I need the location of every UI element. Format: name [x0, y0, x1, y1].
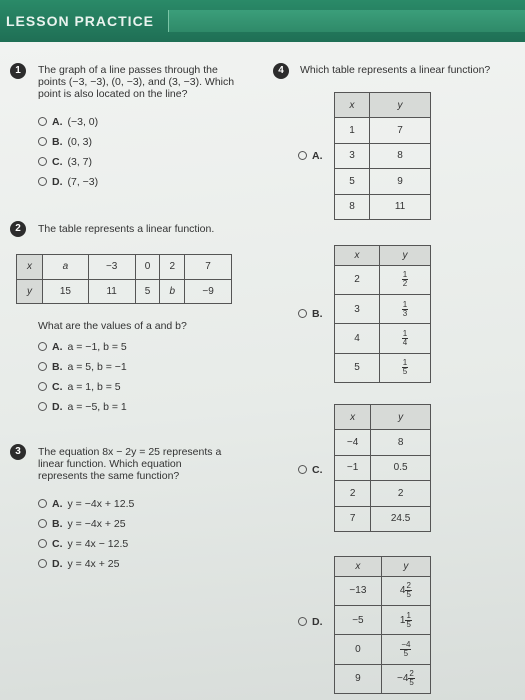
radio-icon[interactable]	[38, 382, 47, 391]
table-cell	[379, 353, 430, 382]
worksheet-page	[0, 42, 525, 700]
table-cell: 24.5	[371, 506, 431, 531]
table-cell: 2	[335, 481, 371, 506]
fraction: $\frac{1}{5}$	[402, 358, 408, 377]
table-cell	[381, 664, 430, 693]
q4-option-a[interactable]: A.	[298, 150, 323, 162]
table-cell: 2	[371, 481, 431, 506]
radio-icon[interactable]	[38, 157, 47, 166]
q3-option-a[interactable]: A. y = −4x + 12.5	[38, 498, 134, 510]
table-cell: 3	[335, 143, 370, 168]
q1-option-c[interactable]: C. (3, 7)	[38, 156, 92, 168]
table-cell: 7	[335, 506, 371, 531]
q2-option-b[interactable]: B. a = 5, b = −1	[38, 361, 127, 373]
table-cell: 1	[335, 118, 370, 143]
header-bar	[168, 10, 525, 32]
radio-icon[interactable]	[298, 309, 307, 318]
table-cell: 0	[135, 255, 160, 280]
table-header: y	[381, 557, 430, 577]
radio-icon[interactable]	[38, 539, 47, 548]
q1-option-a[interactable]: A. (−3, 0)	[38, 116, 98, 128]
table-cell	[379, 294, 430, 323]
q2-table-row-y	[17, 279, 232, 304]
radio-icon[interactable]	[38, 342, 47, 351]
table-header: x	[335, 246, 380, 266]
q4-option-d[interactable]: D.	[298, 616, 323, 628]
table-cell: 3	[335, 294, 380, 323]
radio-icon[interactable]	[298, 151, 307, 160]
q4-table-d	[334, 556, 431, 694]
q2-option-d[interactable]: D. a = −5, b = 1	[38, 401, 127, 413]
q2-option-c[interactable]: C. a = 1, b = 5	[38, 381, 121, 393]
question-3-number: 3	[10, 444, 26, 460]
table-cell: 8	[371, 430, 431, 455]
table-cell: −1	[335, 455, 371, 480]
table-cell: b	[160, 279, 185, 304]
table-header: y	[17, 279, 43, 304]
table-cell: 5	[335, 169, 370, 194]
table-cell: 2	[160, 255, 185, 280]
radio-icon[interactable]	[38, 177, 47, 186]
table-cell: −9	[185, 279, 232, 304]
question-4-number: 4	[273, 63, 289, 79]
table-cell: 15	[43, 279, 89, 304]
table-header: x	[17, 255, 43, 280]
q4-table-b	[334, 245, 431, 383]
question-2-text: The table represents a linear function.	[38, 223, 215, 235]
fraction: $\frac{1}{2}$	[402, 270, 408, 289]
q4-option-c[interactable]: C.	[298, 464, 323, 476]
table-cell: −5	[335, 605, 382, 634]
table-cell: −13	[335, 576, 382, 605]
table-header: x	[335, 405, 371, 430]
table-header: y	[371, 405, 431, 430]
table-cell: 8	[335, 194, 370, 219]
radio-icon[interactable]	[38, 402, 47, 411]
question-3-text: The equation 8x − 2y = 25 represents a linear function. Which equation represents the same function?	[38, 446, 222, 482]
q3-option-d[interactable]: D. y = 4x + 25	[38, 558, 119, 570]
table-header: y	[379, 246, 430, 266]
question-2-prompt: What are the values of a and b?	[38, 320, 187, 332]
q3-option-b[interactable]: B. y = −4x + 25	[38, 518, 126, 530]
radio-icon[interactable]	[38, 117, 47, 126]
mixed-number: 4 $\frac{2}{5}$	[399, 581, 411, 600]
question-1-text: The graph of a line passes through the points (−3, −3), (0, −3), and (3, −3). Which point is also located on the line?	[38, 64, 235, 100]
table-cell: 8	[370, 143, 431, 168]
table-header: x	[335, 557, 382, 577]
table-cell: −3	[88, 255, 135, 280]
radio-icon[interactable]	[298, 465, 307, 474]
table-cell: 5	[335, 353, 380, 382]
table-cell	[381, 576, 430, 605]
fraction: $\frac{1}{4}$	[402, 328, 408, 347]
table-cell: 9	[335, 664, 382, 693]
table-cell: 2	[335, 265, 380, 294]
table-cell: 4	[335, 324, 380, 353]
table-cell: 11	[370, 194, 431, 219]
mixed-number: −4 $\frac{2}{5}$	[396, 669, 414, 688]
table-cell	[379, 265, 430, 294]
radio-icon[interactable]	[38, 362, 47, 371]
lesson-title: LESSON PRACTICE	[6, 13, 155, 29]
table-cell: 11	[88, 279, 135, 304]
q4-option-b[interactable]: B.	[298, 308, 323, 320]
table-cell: 7	[185, 255, 232, 280]
table-cell	[379, 324, 430, 353]
mixed-number: 1 $\frac{1}{5}$	[399, 610, 411, 629]
table-header: x	[335, 93, 370, 118]
q1-option-b[interactable]: B. (0, 3)	[38, 136, 92, 148]
table-cell	[381, 635, 430, 664]
table-cell: 0.5	[371, 455, 431, 480]
fraction: $\frac{1}{3}$	[402, 299, 408, 318]
table-cell: a	[43, 255, 89, 280]
q2-option-a[interactable]: A. a = −1, b = 5	[38, 341, 127, 353]
question-1-number: 1	[10, 63, 26, 79]
table-cell: 9	[370, 169, 431, 194]
q4-table-c	[334, 404, 431, 532]
q1-option-d[interactable]: D. (7, −3)	[38, 176, 98, 188]
radio-icon[interactable]	[298, 617, 307, 626]
table-cell: −4	[335, 430, 371, 455]
q2-table-row-x	[17, 255, 232, 280]
table-cell: 0	[335, 635, 382, 664]
radio-icon[interactable]	[38, 137, 47, 146]
q4-table-a	[334, 92, 431, 220]
q3-option-c[interactable]: C. y = 4x − 12.5	[38, 538, 128, 550]
q2-table	[16, 254, 232, 304]
table-cell: 5	[135, 279, 160, 304]
question-2-number: 2	[10, 221, 26, 237]
table-header: y	[370, 93, 431, 118]
lesson-header	[0, 0, 525, 42]
radio-icon[interactable]	[38, 559, 47, 568]
radio-icon[interactable]	[38, 519, 47, 528]
radio-icon[interactable]	[38, 499, 47, 508]
mixed-number: $\frac{-4}{5}$	[401, 639, 411, 658]
question-4-text: Which table represents a linear function?	[300, 64, 491, 76]
table-cell	[381, 605, 430, 634]
table-cell: 7	[370, 118, 431, 143]
